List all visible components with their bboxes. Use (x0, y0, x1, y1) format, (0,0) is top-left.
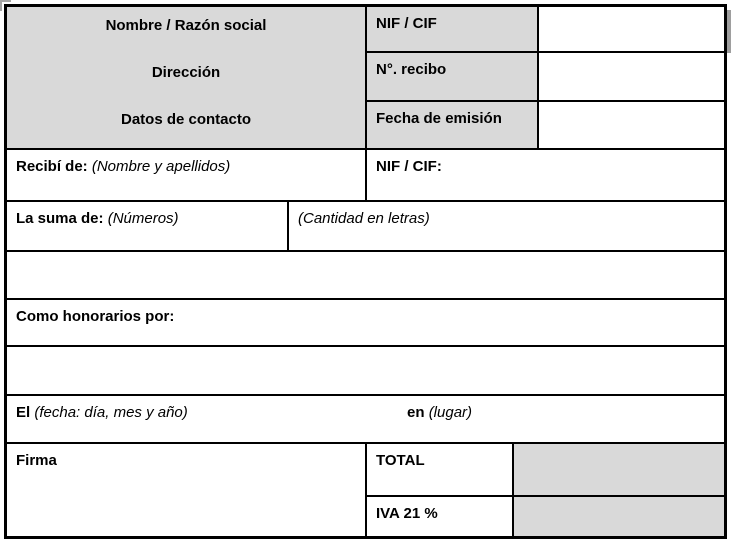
issue-date-input[interactable] (537, 102, 724, 148)
iva-value-cell[interactable] (512, 497, 724, 536)
issue-date-label: Fecha de emisión (367, 102, 537, 148)
signature-label: Firma (16, 452, 57, 469)
place-hint: (lugar) (428, 404, 473, 421)
nif-cif-label: NIF / CIF (367, 7, 537, 51)
amount-words-hint: (Cantidad en letras) (298, 210, 430, 227)
total-value-cell[interactable] (512, 444, 724, 495)
date-place-cell[interactable] (7, 396, 724, 442)
total-label: TOTAL (367, 444, 512, 495)
receipt-number-field-row (367, 51, 724, 100)
date-label: El (16, 404, 31, 421)
issuer-address-label: Dirección (151, 64, 221, 81)
amount-extra-row (7, 250, 724, 298)
received-from-row (7, 148, 724, 200)
amount-label: La suma de: (16, 210, 104, 227)
payer-nif-cell[interactable] (365, 150, 724, 200)
amount-row (7, 200, 724, 250)
received-from-label: Recibí de: (16, 158, 88, 175)
amount-numbers-cell[interactable] (7, 202, 287, 250)
receipt-number-input[interactable] (537, 53, 724, 100)
concept-row (7, 298, 724, 345)
total-row (367, 444, 724, 495)
date-hint: (fecha: día, mes y año) (34, 404, 188, 421)
nif-field-row (367, 7, 724, 51)
date-place-row (7, 394, 724, 442)
concept-label: Como honorarios por: (16, 308, 175, 325)
iva-label: IVA 21 % (367, 497, 512, 536)
issuer-name-label: Nombre / Razón social (105, 17, 267, 34)
receipt-form-table (4, 4, 727, 539)
amount-words-cell[interactable] (287, 202, 724, 250)
amount-extra-cell[interactable] (7, 252, 724, 298)
header-section (7, 7, 724, 148)
issuer-contact-label: Datos de contacto (120, 111, 252, 128)
signature-totals-section (7, 442, 724, 536)
signature-cell[interactable] (7, 444, 365, 536)
place-label: en (407, 404, 425, 421)
payer-nif-label: NIF / CIF: (376, 158, 442, 175)
nif-cif-input[interactable] (537, 7, 724, 51)
amount-numbers-hint: (Números) (107, 210, 179, 227)
header-fields-column (365, 7, 724, 148)
totals-column (365, 444, 724, 536)
received-from-cell[interactable] (7, 150, 365, 200)
scrollbar-thumb[interactable] (727, 10, 731, 53)
concept-extra-cell[interactable] (7, 347, 724, 394)
iva-row (367, 495, 724, 536)
received-from-hint: (Nombre y apellidos) (91, 158, 231, 175)
concept-extra-row (7, 345, 724, 394)
issue-date-field-row (367, 100, 724, 148)
issuer-info-cell[interactable] (7, 7, 365, 148)
concept-cell[interactable] (7, 300, 724, 345)
receipt-number-label: N°. recibo (367, 53, 537, 100)
